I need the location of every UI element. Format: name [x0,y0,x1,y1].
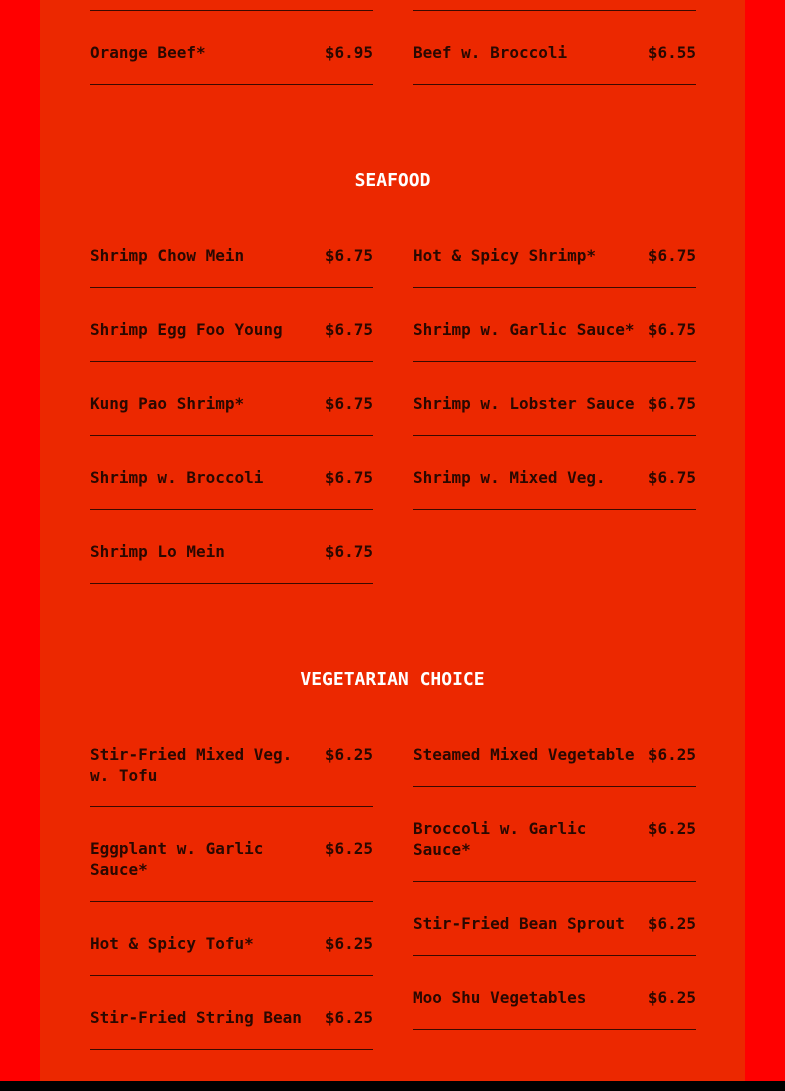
list-item[interactable] [90,393,373,436]
item-name: Orange Beef* [90,43,206,62]
item-price: $6.25 [324,839,373,858]
list-item[interactable] [413,42,696,85]
item-price: $6.25 [647,819,696,838]
item-name: Kung Pao Shrimp* [90,394,245,413]
vegetarian-left-column [90,744,373,1050]
beef-left-column [90,42,373,85]
list-item[interactable] [90,541,373,584]
item-name: Moo Shu Vegetables [413,988,587,1007]
item-price: $6.95 [324,43,373,62]
section-heading-seafood: SEAFOOD [354,170,431,191]
bottom-bar [0,1081,785,1091]
item-name: Stir-Fried Mixed Veg. w. Tofu [90,745,293,785]
list-item[interactable] [413,987,696,1030]
seafood-left-column [90,245,373,584]
item-price: $6.25 [647,988,696,1007]
item-price: $6.25 [647,745,696,764]
item-name: Shrimp w. Lobster Sauce [413,394,635,413]
list-item[interactable] [90,744,373,807]
item-price: $6.75 [647,246,696,265]
item-name: Shrimp w. Mixed Veg. [413,468,606,487]
item-name: Shrimp w. Garlic Sauce* [413,320,635,339]
list-item[interactable] [413,393,696,436]
item-name: Shrimp w. Broccoli [90,468,264,487]
list-item[interactable] [413,245,696,288]
item-name: Stir-Fried Bean Sprout [413,914,625,933]
item-name: Beef w. Broccoli [413,43,568,62]
section-heading-vegetarian: VEGETARIAN CHOICE [300,669,485,690]
list-item[interactable] [413,913,696,956]
list-item[interactable] [90,319,373,362]
item-name: Hot & Spicy Shrimp* [413,246,597,265]
item-price: $6.75 [647,320,696,339]
menu-panel [40,0,745,1081]
item-name: Shrimp Lo Mein [90,542,225,561]
list-item[interactable] [90,933,373,976]
list-item[interactable] [413,818,696,882]
item-name: Hot & Spicy Tofu* [90,934,254,953]
list-item[interactable] [90,245,373,288]
item-price: $6.75 [324,320,373,339]
item-price: $6.25 [647,914,696,933]
divider [90,10,373,11]
beef-right-column [413,42,696,85]
item-price: $6.75 [324,246,373,265]
list-item[interactable] [90,467,373,510]
item-price: $6.25 [324,1008,373,1027]
item-price: $6.25 [324,745,373,764]
list-item[interactable] [90,838,373,902]
list-item[interactable] [413,319,696,362]
item-name: Broccoli w. Garlic Sauce* [413,819,587,859]
item-name: Stir-Fried String Bean [90,1008,302,1027]
list-item[interactable] [413,744,696,787]
list-item[interactable] [90,42,373,85]
item-price: $6.55 [647,43,696,62]
divider [413,10,696,11]
item-price: $6.75 [647,468,696,487]
list-item[interactable] [413,467,696,510]
item-name: Eggplant w. Garlic Sauce* [90,839,264,879]
item-price: $6.75 [324,468,373,487]
vegetarian-right-column [413,744,696,1030]
item-price: $6.25 [324,934,373,953]
list-item[interactable] [90,1007,373,1050]
item-price: $6.75 [324,394,373,413]
item-name: Shrimp Egg Foo Young [90,320,283,339]
item-price: $6.75 [324,542,373,561]
seafood-right-column [413,245,696,510]
item-price: $6.75 [647,394,696,413]
item-name: Shrimp Chow Mein [90,246,245,265]
item-name: Steamed Mixed Vegetable [413,745,635,764]
